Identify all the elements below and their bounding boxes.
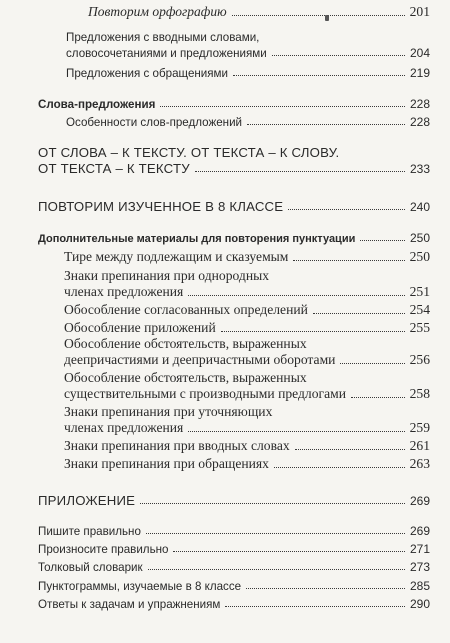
toc-entry-label: Особенности слов-предложений [66,116,243,129]
toc-entry-page-number: 250 [409,249,430,264]
toc-entry-page-number: 271 [409,542,430,556]
toc-entry-page-number: 233 [409,162,430,176]
toc-entry-page-number: 269 [409,494,430,508]
toc-entry-introductory-words [0,42,450,60]
toc-entry-address-punctuation [0,454,450,472]
toc-entry-punctograms [0,575,450,593]
toc-entry-write-correctly [0,520,450,538]
toc-entry-label-line-2: существительными с производными предлогами [64,386,346,401]
toc-entry-label-line-1: Знаки препинания при уточняющих [64,404,273,419]
dot-leader [288,209,405,210]
toc-entry-page-number: 261 [409,438,430,453]
dot-leader [340,363,404,364]
toc-entry-answers [0,593,450,611]
dot-leader [360,240,405,241]
toc-entry-label-line-2: ОТ ТЕКСТА – К ТЕКСТУ [38,161,190,176]
toc-entry-label: Знаки препинания при вводных словах [64,438,290,453]
toc-entry-label: Знаки препинания при обращениях [64,456,269,471]
dot-leader [351,397,405,398]
toc-entry-label: ПОВТОРИМ ИЗУЧЕННОЕ В 8 КЛАССЕ [38,199,284,214]
toc-entry-appendix [0,490,450,508]
toc-entry-label: Произносите правильно [38,543,169,556]
toc-entry-agreed-attributes [0,300,450,318]
toc-entry-adverbial-prepositions [0,384,450,402]
toc-entry-page-number: 258 [409,386,430,401]
toc-entry-label: Дополнительные материалы для повторения пунктуации [38,233,356,245]
toc-entry-dash [0,247,450,265]
dot-leader [233,75,405,76]
toc-entry-label: Обособление согласованных определений [64,302,308,317]
dot-leader [148,569,405,570]
toc-entry-label: Предложения с обращениями [66,67,228,80]
toc-entry-page-number: 254 [409,302,430,317]
toc-entry-page-number: 255 [409,320,430,335]
dot-leader [313,313,405,314]
toc-entry-page-number: 285 [409,579,430,593]
toc-entry-word-sentences [0,93,450,111]
dot-leader [272,55,405,56]
toc-entry-repeat-orthography [0,2,450,20]
toc-entry-page-number: 263 [409,456,430,471]
toc-entry-page-number: 250 [409,231,430,245]
toc-entry-label-line-1: Знаки препинания при однородных [64,268,270,283]
toc-entry-label: Пунктограммы, изучаемые в 8 классе [38,580,242,593]
toc-entry-adverbial-participles [0,350,450,368]
toc-entry-label: Ответы к задачам и упражнениям [38,598,221,611]
toc-entry-grade8-review [0,196,450,214]
toc-entry-label-line-2: членах предложения [64,284,184,299]
toc-entry-clarifying-members [0,418,450,436]
toc-entry-page-number: 251 [409,284,430,299]
toc-entry-word-sentence-features [0,111,450,129]
toc-entry-page-number: 273 [409,560,430,574]
toc-entry-page-number: 228 [409,97,430,111]
toc-entry-page-number: 219 [409,66,430,80]
toc-entry-page-number: 290 [409,597,430,611]
toc-entry-page-number: 269 [409,524,430,538]
toc-entry-label: Пишите правильно [38,525,141,538]
toc-entry-additional-materials [0,227,450,245]
toc-entry-label: Обособление приложений [64,320,216,335]
toc-entry-dictionary [0,556,450,574]
toc-entry-label-line-1: Обособление обстоятельств, выраженных [64,370,307,385]
toc-entry-page-number: 240 [409,200,430,214]
toc-entry-address-sentences [0,62,450,80]
toc-entry-label-line-1: Предложения с вводными словами, [66,31,260,44]
toc-entry-label: Слова-предложения [38,98,156,111]
toc-entry-label-line-2: деепричастиями и деепричастными оборотами [64,352,336,367]
toc-entry-page-number: 256 [409,352,430,367]
dot-leader [188,431,404,432]
toc-entry-pronounce-correctly [0,538,450,556]
dot-leader [195,171,405,172]
toc-entry-page-number: 204 [409,46,430,60]
dot-leader [146,533,405,534]
toc-entry-introductory-punctuation [0,436,450,454]
dot-leader [232,15,405,16]
toc-entry-page-number: 259 [409,420,430,435]
toc-entry-appositions [0,318,450,336]
toc-entry-label-line-2: членах предложения [64,420,184,435]
toc-entry-word-text [0,158,450,176]
dot-leader [160,106,405,107]
dot-leader [274,467,405,468]
dot-leader [246,588,405,589]
toc-entry-label: Тире между подлежащим и сказуемым [64,249,289,264]
toc-entry-label: Толковый словарик [38,561,143,574]
toc-entry-homogeneous-members [0,282,450,300]
toc-entry-page-number: 228 [409,115,430,129]
dot-leader [140,503,405,504]
toc-entry-label-line-1: ОТ СЛОВА – К ТЕКСТУ. ОТ ТЕКСТА – К СЛОВУ. [38,145,340,160]
toc-entry-label: Повторим орфографию [88,4,227,19]
toc-entry-label-line-2: словосочетаниями и предложениями [66,47,267,60]
toc-entry-label: ПРИЛОЖЕНИЕ [38,493,136,508]
toc-entry-label-line-1: Обособление обстоятельств, выраженных [64,336,307,351]
toc-entry-page-number: 201 [409,4,430,19]
dot-leader [293,260,404,261]
dot-leader [247,124,405,125]
dot-leader [225,606,405,607]
dot-leader [221,331,405,332]
print-mark [325,15,329,21]
dot-leader [295,449,405,450]
dot-leader [173,551,405,552]
dot-leader [188,295,404,296]
